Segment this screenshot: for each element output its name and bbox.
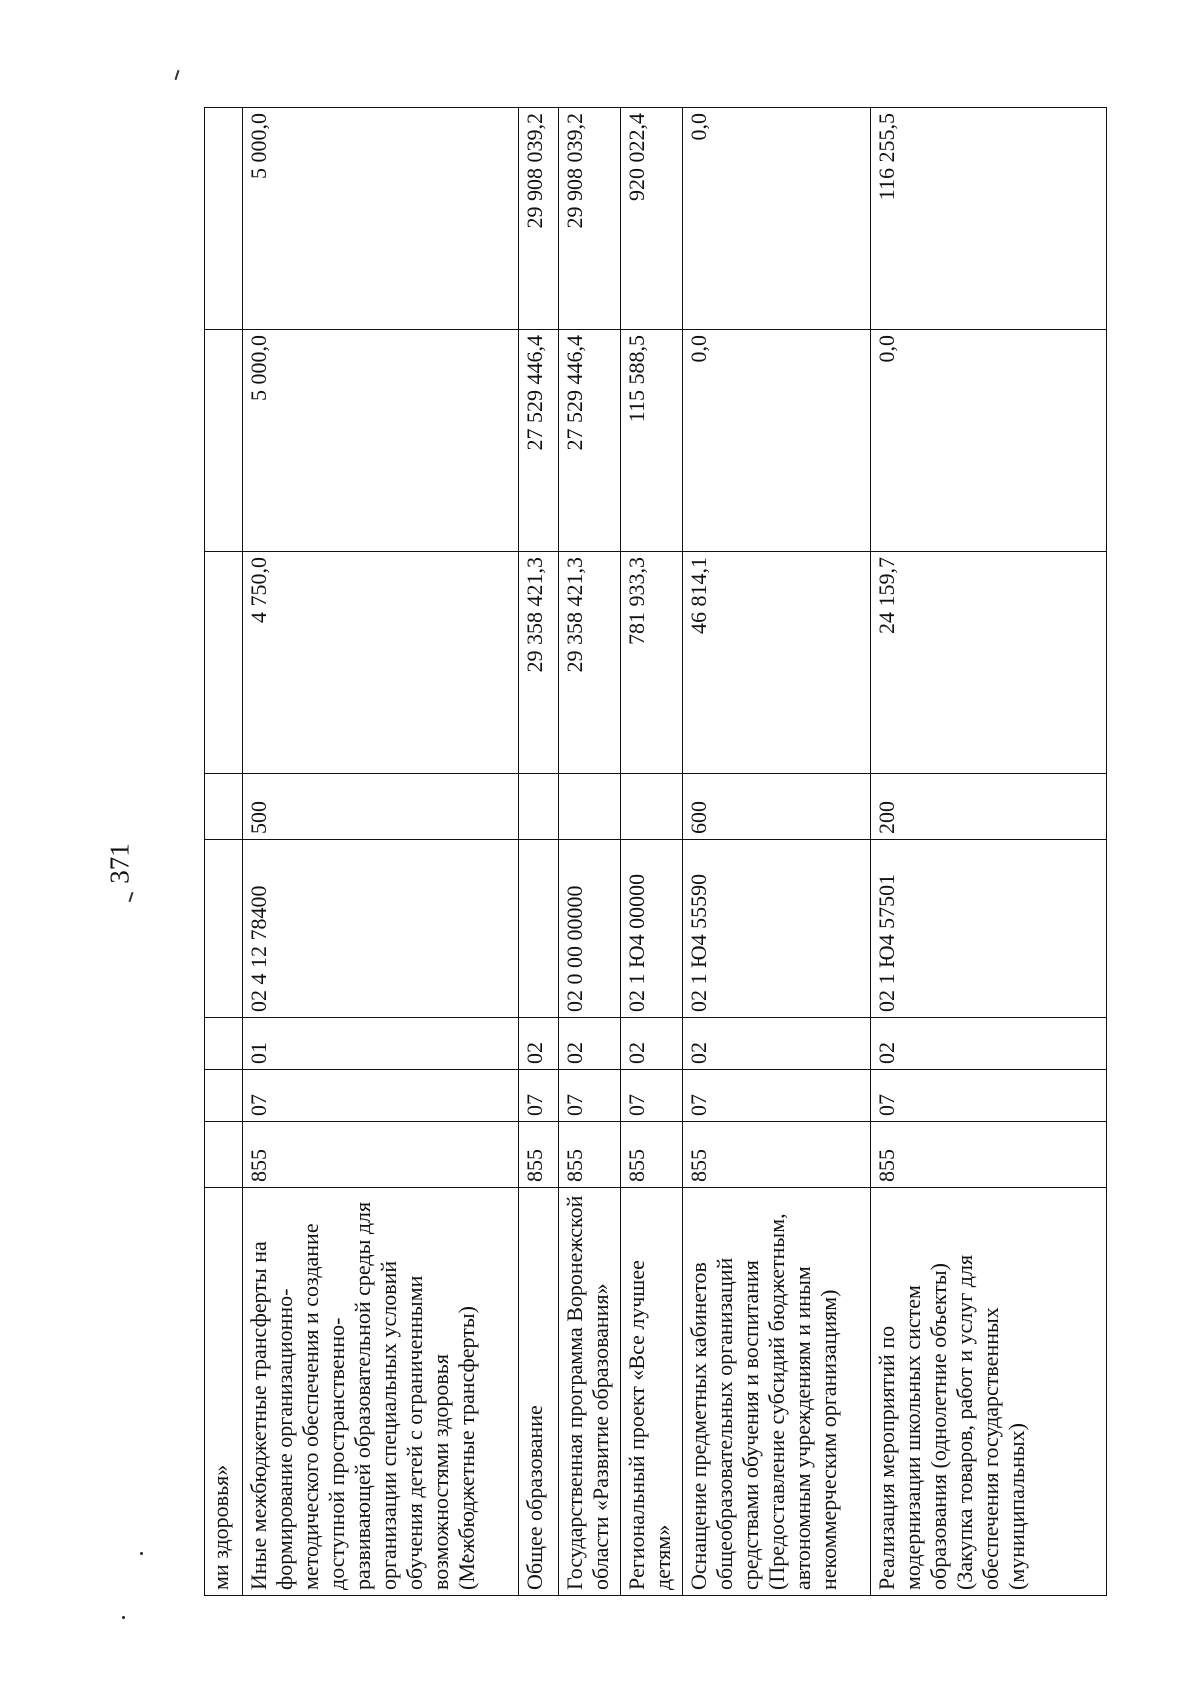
table-row [243, 108, 519, 1596]
amount-year2: 0,0 [683, 330, 871, 552]
vr-cell: 600 [683, 774, 871, 840]
row-name: Региональный проект «Все лучшее детям» [621, 1188, 683, 1596]
row-name: Реализация мероприятий по модернизации школьных систем образования (однолетние объекты) (Закупка товаров, работ и услуг для обеспечения государственных (муниципальных) [871, 1188, 1107, 1596]
grbs-cell: 855 [871, 1122, 1107, 1188]
scan-mark [175, 70, 180, 80]
row-name: Иные межбюджетные трансферты на формирование организационно-методического обеспечения и создание доступной пространственно-развивающей образовательной среды для организации специальных условий обучения детей с ограниченными возможностями здоровья (Межбюджетные трансферты) [243, 1188, 519, 1596]
csr-cell: 02 0 00 00000 [559, 840, 621, 1018]
table-row [519, 108, 559, 1596]
rz-cell: 07 [683, 1070, 871, 1122]
csr-cell: 02 1 Ю4 00000 [621, 840, 683, 1018]
amount-year3: 920 022,4 [621, 108, 683, 330]
grbs-cell: 855 [243, 1122, 519, 1188]
row-name: ми здоровья» [205, 1188, 243, 1596]
scan-speck [140, 1552, 143, 1555]
amount-year1: 46 814,1 [683, 552, 871, 774]
pr-cell: 02 [621, 1018, 683, 1070]
vr-cell [205, 774, 243, 840]
rz-cell: 07 [243, 1070, 519, 1122]
page-number: 371 [104, 843, 135, 884]
amount-year3: 0,0 [683, 108, 871, 330]
vr-cell [621, 774, 683, 840]
pr-cell: 02 [871, 1018, 1107, 1070]
csr-cell: 02 1 Ю4 57501 [871, 840, 1107, 1018]
table-row [683, 108, 871, 1596]
pr-cell: 01 [243, 1018, 519, 1070]
rz-cell: 07 [871, 1070, 1107, 1122]
amount-year3: 29 908 039,2 [519, 108, 559, 330]
amount-year2 [205, 330, 243, 552]
amount-year3: 29 908 039,2 [559, 108, 621, 330]
amount-year1: 4 750,0 [243, 552, 519, 774]
grbs-cell: 855 [519, 1122, 559, 1188]
amount-year1: 29 358 421,3 [559, 552, 621, 774]
amount-year2: 27 529 446,4 [519, 330, 559, 552]
csr-cell: 02 4 12 78400 [243, 840, 519, 1018]
amount-year2: 115 588,5 [621, 330, 683, 552]
amount-year3 [205, 108, 243, 330]
rz-cell: 07 [559, 1070, 621, 1122]
amount-year3: 116 255,5 [871, 108, 1107, 330]
vr-cell: 200 [871, 774, 1107, 840]
amount-year3: 5 000,0 [243, 108, 519, 330]
amount-year1 [205, 552, 243, 774]
table-row [559, 108, 621, 1596]
amount-year1: 29 358 421,3 [519, 552, 559, 774]
rz-cell: 07 [621, 1070, 683, 1122]
csr-cell [205, 840, 243, 1018]
pr-cell: 02 [683, 1018, 871, 1070]
amount-year2: 27 529 446,4 [559, 330, 621, 552]
rz-cell [205, 1070, 243, 1122]
grbs-cell [205, 1122, 243, 1188]
pr-cell: 02 [559, 1018, 621, 1070]
vr-cell: 500 [243, 774, 519, 840]
row-name: Оснащение предметных кабинетов общеобразовательных организаций средствами обучения и воспитания (Предоставление субсидий бюджетным, автономным учреждениям и иным некоммерческим организациям) [683, 1188, 871, 1596]
table-row [871, 108, 1107, 1596]
vr-cell [559, 774, 621, 840]
pr-cell: 02 [519, 1018, 559, 1070]
grbs-cell: 855 [559, 1122, 621, 1188]
table-row [621, 108, 683, 1596]
amount-year1: 781 933,3 [621, 552, 683, 774]
table-row [205, 108, 243, 1596]
rotated-table-wrapper [204, 108, 1106, 1596]
amount-year2: 0,0 [871, 330, 1107, 552]
grbs-cell: 855 [683, 1122, 871, 1188]
pr-cell [205, 1018, 243, 1070]
rz-cell: 07 [519, 1070, 559, 1122]
row-name: Общее образование [519, 1188, 559, 1596]
grbs-cell: 855 [621, 1122, 683, 1188]
amount-year2: 5 000,0 [243, 330, 519, 552]
budget-table [204, 107, 1107, 1596]
amount-year1: 24 159,7 [871, 552, 1107, 774]
row-name: Государственная программа Воронежской области «Развитие образования» [559, 1188, 621, 1596]
csr-cell [519, 840, 559, 1018]
csr-cell: 02 1 Ю4 55590 [683, 840, 871, 1018]
scan-speck [122, 1616, 125, 1619]
vr-cell [519, 774, 559, 840]
